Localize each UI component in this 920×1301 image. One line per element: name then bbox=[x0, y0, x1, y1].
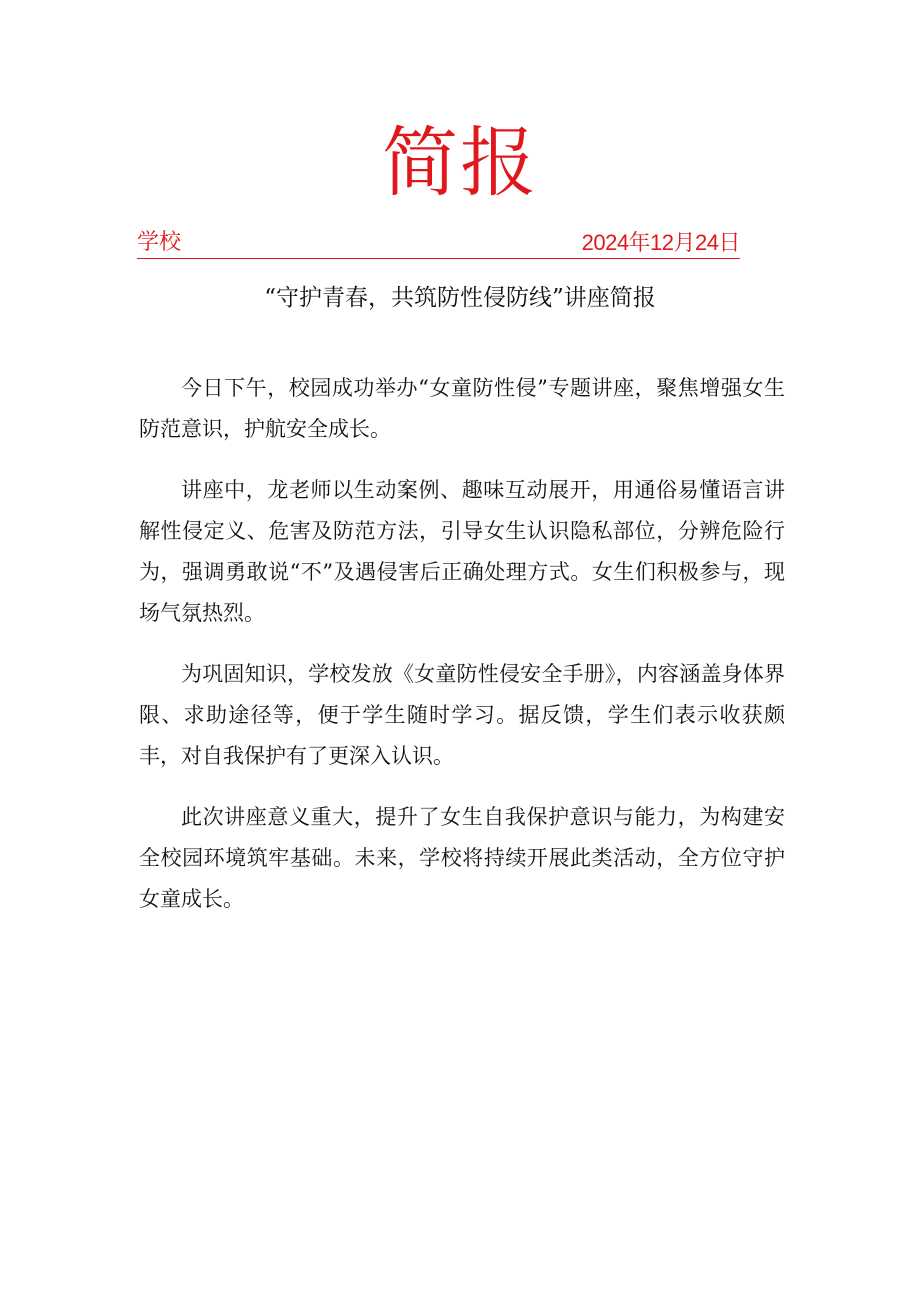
masthead-title: 简报 bbox=[382, 118, 538, 207]
document-body bbox=[139, 368, 785, 940]
info-line bbox=[137, 228, 740, 259]
paragraph: 为巩固知识，学校发放《女童防性侵安全手册》，内容涵盖身体界限、求助途径等，便于学生随时学习。据反馈，学生们表示收获颇丰，对自我保护有了更深入认识。 bbox=[139, 662, 785, 768]
issue-date: 2024年12月24日 bbox=[581, 230, 740, 255]
school-label: 学校 bbox=[137, 230, 182, 255]
document-title: “守护青春，共筑防性侵防线”讲座简报 bbox=[264, 285, 656, 311]
paragraph: 今日下午，校园成功举办“女童防性侵”专题讲座，聚焦增强女生防范意识，护航安全成长。 bbox=[139, 376, 785, 441]
paragraph: 此次讲座意义重大，提升了女生自我保护意识与能力，为构建安全校园环境筑牢基础。未来，学校将持续开展此类活动，全方位守护女童成长。 bbox=[139, 805, 785, 911]
paragraph: 讲座中，龙老师以生动案例、趣味互动展开，用通俗易懂语言讲解性侵定义、危害及防范方法，引导女生认识隐私部位，分辨危险行为，强调勇敢说“不”及遇侵害后正确处理方式。女生们积极参与，现场气氛热烈。 bbox=[139, 478, 785, 625]
